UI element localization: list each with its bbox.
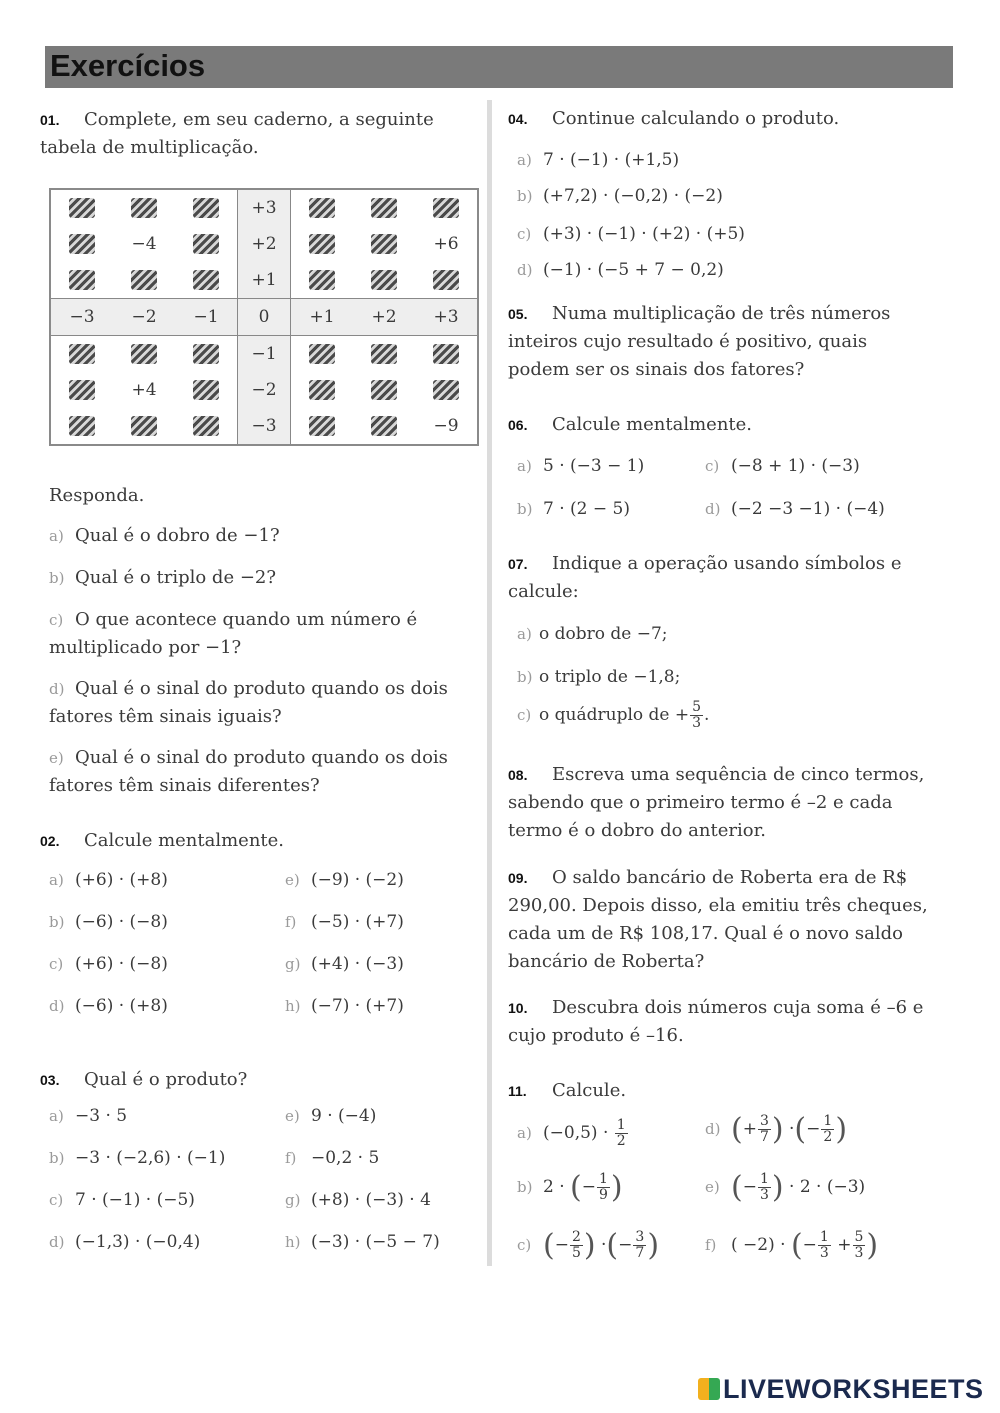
hatched-cell-icon xyxy=(193,198,219,218)
list-item: b) 7 · (2 − 5) xyxy=(517,499,630,519)
table-cell-hidden xyxy=(50,226,113,262)
table-cell-hidden xyxy=(291,408,354,445)
question-text: Calcule. xyxy=(552,1080,627,1101)
list-item: d) (−1) · (−5 + 7 − 0,2) xyxy=(517,260,724,280)
table-cell: −4 xyxy=(131,234,157,254)
list-item: e) Qual é o sinal do produto quando os dois fatores têm sinais diferentes? xyxy=(49,747,448,796)
question-text: Descubra dois números cuja soma é –6 e cujo produto é –16. xyxy=(508,997,924,1046)
list-item: b) Qual é o triplo de −2? xyxy=(49,567,277,588)
table-cell-hidden xyxy=(353,262,415,299)
table-cell-hidden xyxy=(175,189,238,226)
table-cell: −3 xyxy=(238,408,291,445)
hatched-cell-icon xyxy=(371,198,397,218)
table-cell: −9 xyxy=(433,416,459,436)
question-01 xyxy=(40,106,465,162)
list-item: d) Qual é o sinal do produto quando os dois fatores têm sinais iguais? xyxy=(49,678,448,727)
question-03 xyxy=(40,1066,247,1094)
table-cell: +3 xyxy=(238,189,291,226)
hatched-cell-icon xyxy=(371,380,397,400)
question-number: 06. xyxy=(508,417,528,433)
list-item: d) (−2 −3 −1) · (−4) xyxy=(705,499,885,519)
hatched-cell-icon xyxy=(371,416,397,436)
table-cell-hidden xyxy=(353,336,415,373)
table-cell-hidden xyxy=(291,372,354,408)
list-item: e) (−9) · (−2) xyxy=(285,870,404,890)
list-item: a) 5 · (−3 − 1) xyxy=(517,456,645,476)
list-item: b) −3 · (−2,6) · (−1) xyxy=(49,1148,226,1168)
list-item: d) (−1,3) · (−0,4) xyxy=(49,1232,201,1252)
q11-item-b: b) 2 · (− $\frac{1}{9}$ ) xyxy=(517,1170,623,1205)
question-number: 04. xyxy=(508,111,528,127)
table-cell-hidden xyxy=(50,336,113,373)
liveworksheets-logo: LIVEWORKSHEETS xyxy=(698,1374,984,1405)
hatched-cell-icon xyxy=(131,198,157,218)
table-cell-hidden xyxy=(50,189,113,226)
question-08 xyxy=(508,761,933,845)
question-number: 07. xyxy=(508,556,528,572)
question-text: Calcule mentalmente. xyxy=(84,830,285,851)
table-cell-hidden xyxy=(353,408,415,445)
table-cell-hidden xyxy=(50,408,113,445)
question-text: O saldo bancário de Roberta era de R$ 290,00. Depois disso, ela emitiu três cheques, cada um de R$ 108,17. Qual é o novo saldo bancário de Roberta? xyxy=(508,867,928,972)
hatched-cell-icon xyxy=(309,198,335,218)
list-item: c) (+6) · (−8) xyxy=(49,954,168,974)
table-cell-hidden xyxy=(50,262,113,299)
q11-item-f: f) ( −2) · (− $\frac{1}{3}$ + $\frac{5}{3}$ ) xyxy=(705,1228,879,1263)
hatched-cell-icon xyxy=(69,380,95,400)
table-row xyxy=(50,299,478,336)
hatched-cell-icon xyxy=(433,380,459,400)
table-cell-hidden xyxy=(415,189,478,226)
table-cell-hidden xyxy=(291,189,354,226)
list-item: h) (−7) · (+7) xyxy=(285,996,404,1016)
list-item: f) (−5) · (+7) xyxy=(285,912,404,932)
question-text: Qual é o produto? xyxy=(84,1069,248,1090)
q11-item-a: a) (−0,5) · $\frac{1}{2}$ xyxy=(517,1117,626,1149)
table-cell-hidden xyxy=(291,336,354,373)
list-item: e) 9 · (−4) xyxy=(285,1106,377,1126)
hatched-cell-icon xyxy=(193,234,219,254)
q07-item-b: b) o triplo de −1,8; xyxy=(517,667,681,687)
list-item: g) (+4) · (−3) xyxy=(285,954,404,974)
table-row xyxy=(50,189,478,226)
table-row xyxy=(50,262,478,299)
table-cell-hidden xyxy=(353,226,415,262)
logo-icon xyxy=(698,1378,720,1400)
question-text: Continue calculando o produto. xyxy=(552,108,840,129)
hatched-cell-icon xyxy=(433,270,459,290)
question-number: 03. xyxy=(40,1072,60,1088)
question-text: Calcule mentalmente. xyxy=(552,414,753,435)
table-row xyxy=(50,336,478,373)
table-cell-hidden xyxy=(353,372,415,408)
table-cell-hidden xyxy=(175,226,238,262)
hatched-cell-icon xyxy=(131,416,157,436)
question-text: Escreva uma sequência de cinco termos, sabendo que o primeiro termo é –2 e cada termo é o dobro do anterior. xyxy=(508,764,925,841)
hatched-cell-icon xyxy=(69,198,95,218)
question-number: 08. xyxy=(508,767,528,783)
question-11 xyxy=(508,1077,626,1105)
fraction: $\frac{5}{3}$ xyxy=(692,699,702,731)
hatched-cell-icon xyxy=(433,344,459,364)
table-cell-hidden xyxy=(113,189,175,226)
hatched-cell-icon xyxy=(371,270,397,290)
list-item: a) 7 · (−1) · (+1,5) xyxy=(517,150,680,170)
table-cell: −2 xyxy=(113,299,175,336)
table-cell-hidden xyxy=(50,372,113,408)
hatched-cell-icon xyxy=(371,234,397,254)
q07-item-c: c) o quádruplo de + $\frac{5}{3}$ . xyxy=(517,699,710,731)
hatched-cell-icon xyxy=(193,380,219,400)
question-text: Complete, em seu caderno, a seguinte tabela de multiplicação. xyxy=(40,109,434,158)
question-07 xyxy=(508,550,933,606)
hatched-cell-icon xyxy=(131,270,157,290)
hatched-cell-icon xyxy=(69,416,95,436)
hatched-cell-icon xyxy=(309,270,335,290)
hatched-cell-icon xyxy=(193,270,219,290)
table-cell: +1 xyxy=(238,262,291,299)
table-cell: −1 xyxy=(175,299,238,336)
q11-item-d: d) (+ $\frac{3}{7}$ ) ·(− $\frac{1}{2}$ ) xyxy=(705,1112,848,1147)
table-cell: −3 xyxy=(50,299,113,336)
question-text: Indique a operação usando símbolos e calcule: xyxy=(508,553,902,602)
table-cell: +6 xyxy=(433,234,459,254)
table-row xyxy=(50,408,478,445)
table-cell: +4 xyxy=(131,380,157,400)
list-item: g) (+8) · (−3) · 4 xyxy=(285,1190,431,1210)
table-cell-hidden xyxy=(175,262,238,299)
question-02 xyxy=(40,827,284,855)
question-number: 09. xyxy=(508,870,528,886)
table-cell-hidden xyxy=(175,336,238,373)
list-item: h) (−3) · (−5 − 7) xyxy=(285,1232,440,1252)
question-number: 01. xyxy=(40,112,60,128)
question-number: 02. xyxy=(40,833,60,849)
list-item: c) (−8 + 1) · (−3) xyxy=(705,456,860,476)
hatched-cell-icon xyxy=(131,344,157,364)
list-item: d) (−6) · (+8) xyxy=(49,996,168,1016)
list-item: f) −0,2 · 5 xyxy=(285,1148,380,1168)
hatched-cell-icon xyxy=(193,416,219,436)
multiplication-table xyxy=(49,188,479,446)
list-item: c) O que acontece quando um número é multiplicado por −1? xyxy=(49,609,418,658)
list-item: a) Qual é o dobro de −1? xyxy=(49,525,280,546)
hatched-cell-icon xyxy=(309,380,335,400)
list-item: c) (+3) · (−1) · (+2) · (+5) xyxy=(517,224,745,244)
q07-item-a: a) o dobro de −7; xyxy=(517,624,668,644)
question-text: Numa multiplicação de três números inteiros cujo resultado é positivo, quais podem ser os sinais dos fatores? xyxy=(508,303,891,380)
table-cell-hidden xyxy=(175,372,238,408)
table-cell-hidden xyxy=(291,226,354,262)
table-cell: −1 xyxy=(238,336,291,373)
page-title: Exercícios xyxy=(50,48,206,83)
hatched-cell-icon xyxy=(309,344,335,364)
hatched-cell-icon xyxy=(69,344,95,364)
table-cell: +3 xyxy=(415,299,478,336)
list-item: a) (+6) · (+8) xyxy=(49,870,168,890)
table-cell-hidden xyxy=(415,336,478,373)
question-05 xyxy=(508,300,933,384)
hatched-cell-icon xyxy=(309,416,335,436)
hatched-cell-icon xyxy=(371,344,397,364)
table-cell-hidden xyxy=(415,262,478,299)
table-cell-hidden xyxy=(113,262,175,299)
column-divider xyxy=(487,100,492,1266)
table-cell-hidden xyxy=(113,336,175,373)
table-cell: +2 xyxy=(238,226,291,262)
list-item: b) (−6) · (−8) xyxy=(49,912,168,932)
table-cell: +2 xyxy=(353,299,415,336)
table-cell: 0 xyxy=(238,299,291,336)
list-item: b) (+7,2) · (−0,2) · (−2) xyxy=(517,186,723,206)
table-row xyxy=(50,372,478,408)
respond-label: Responda. xyxy=(49,485,145,506)
header-bar xyxy=(45,46,953,88)
table-cell-hidden xyxy=(353,189,415,226)
hatched-cell-icon xyxy=(193,344,219,364)
question-10 xyxy=(508,994,933,1050)
question-09 xyxy=(508,864,933,976)
list-item: a) −3 · 5 xyxy=(49,1106,128,1126)
q11-item-e: e) (− $\frac{1}{3}$ ) · 2 · (−3) xyxy=(705,1170,866,1205)
question-06 xyxy=(508,411,752,439)
question-04 xyxy=(508,105,933,133)
hatched-cell-icon xyxy=(309,234,335,254)
table-row xyxy=(50,226,478,262)
q11-item-c: c) (− $\frac{2}{5}$ ) ·(− $\frac{3}{7}$ ) xyxy=(517,1228,660,1263)
table-cell-hidden xyxy=(415,372,478,408)
table-cell-hidden xyxy=(175,408,238,445)
list-item: c) 7 · (−1) · (−5) xyxy=(49,1190,195,1210)
hatched-cell-icon xyxy=(69,270,95,290)
question-number: 10. xyxy=(508,1000,528,1016)
hatched-cell-icon xyxy=(69,234,95,254)
table-cell: +1 xyxy=(291,299,354,336)
table-cell-hidden xyxy=(291,262,354,299)
question-number: 05. xyxy=(508,306,528,322)
question-number: 11. xyxy=(508,1083,527,1099)
hatched-cell-icon xyxy=(433,198,459,218)
table-cell-hidden xyxy=(113,408,175,445)
table-cell: −2 xyxy=(238,372,291,408)
